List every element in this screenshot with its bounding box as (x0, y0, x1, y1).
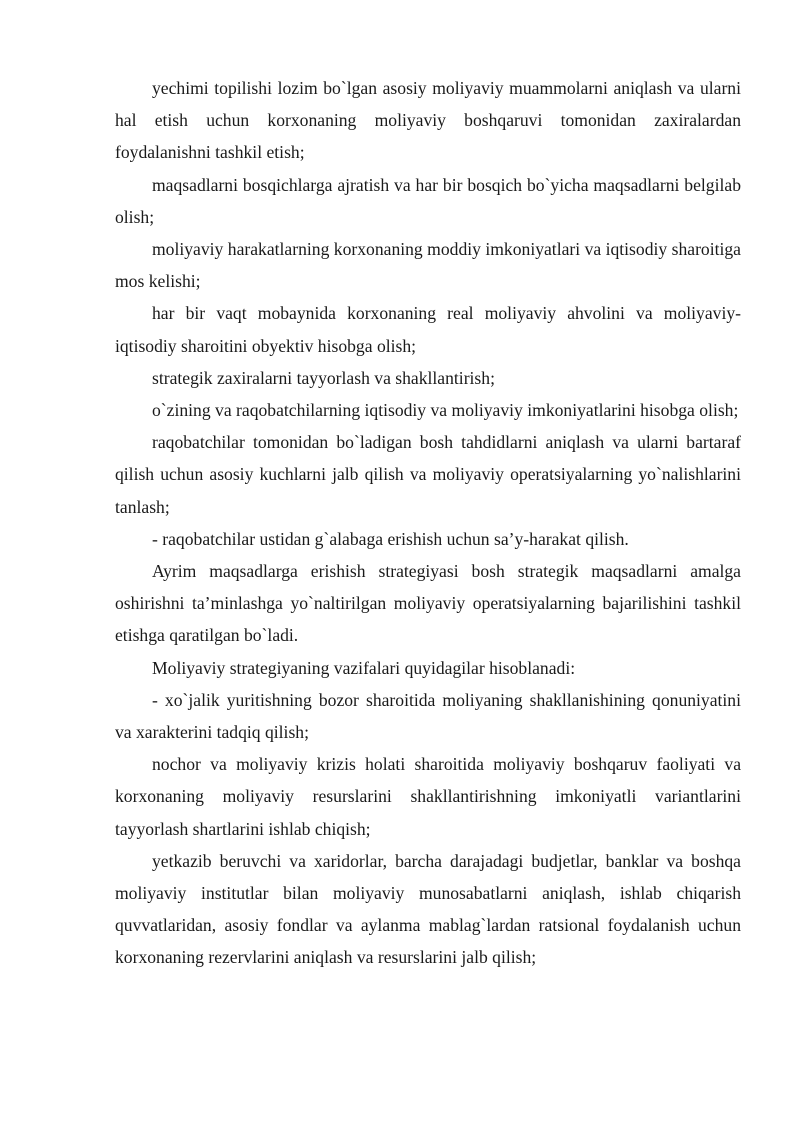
paragraph-9: Ayrim maqsadlarga erishish strategiyasi bosh strategik maqsadlarni amalga oshirishni ta’minlashga yo`naltirilgan moliyaviy operatsiyalarning bajarilishini tashkil etishga qaratilgan bo`ladi. (115, 561, 741, 646)
paragraph-4: har bir vaqt mobaynida korxonaning real moliyaviy ahvolini va moliyaviy-iqtisodiy sharoitini obyektiv hisobga olish; (115, 303, 741, 356)
paragraph-11: - xo`jalik yuritishning bozor sharoitida moliyaning shakllanishining qonuniyatini va xarakterini tadqiq qilish; (115, 689, 741, 743)
paragraph-3: moliyaviy harakatlarning korxonaning moddiy imkoniyatlari va iqtisodiy sharoitiga mos kelishi; (115, 239, 741, 292)
paragraph-10: Moliyaviy strategiyaning vazifalari quyidagilar hisoblanadi: (152, 657, 576, 678)
document-page (115, 72, 741, 974)
paragraph-8: - raqobatchilar ustidan g`alabaga erishish uchun sa’y-harakat qilish. (152, 528, 629, 549)
paragraph-2: maqsadlarni bosqichlarga ajratish va har bir bosqich bo`yicha maqsadlarni belgilab olish; (115, 174, 741, 227)
paragraph-13: yetkazib beruvchi va xaridorlar, barcha darajadagi budjetlar, banklar va boshqa moliyaviy institutlar bilan moliyaviy munosabatlarni aniqlash, ishlab chiqarish quvvatlaridan, asosiy fondlar va aylanma mablag`lardan ratsional foydalanish uchun korxonaning rezervlarini aniqlash va resurslarini jalb qilish; (115, 850, 741, 968)
paragraph-7: raqobatchilar tomonidan bo`ladigan bosh tahdidlarni aniqlash va ularni bartaraf qilish uchun asosiy kuchlarni jalb qilish va moliyaviy operatsiyalarning yo`nalishlarini tanlash; (115, 432, 741, 517)
paragraph-12: nochor va moliyaviy krizis holati sharoitida moliyaviy boshqaruv faoliyati va korxonaning moliyaviy resurslarini shakllantirishning imkoniyatli variantlarini tayyorlash shartlarini ishlab chiqish; (115, 754, 741, 839)
paragraph-6: o`zining va raqobatchilarning iqtisodiy va moliyaviy imkoniyatlarini hisobga olish; (152, 400, 739, 421)
paragraph-1: yechimi topilishi lozim bo`lgan asosiy moliyaviy muammolarni aniqlash va ularni hal etish uchun korxonaning moliyaviy boshqaruvi tomonidan zaxiralardan foydalanishni tashkil etish; (115, 78, 741, 163)
paragraph-5: strategik zaxiralarni tayyorlash va shakllantirish; (152, 367, 495, 388)
